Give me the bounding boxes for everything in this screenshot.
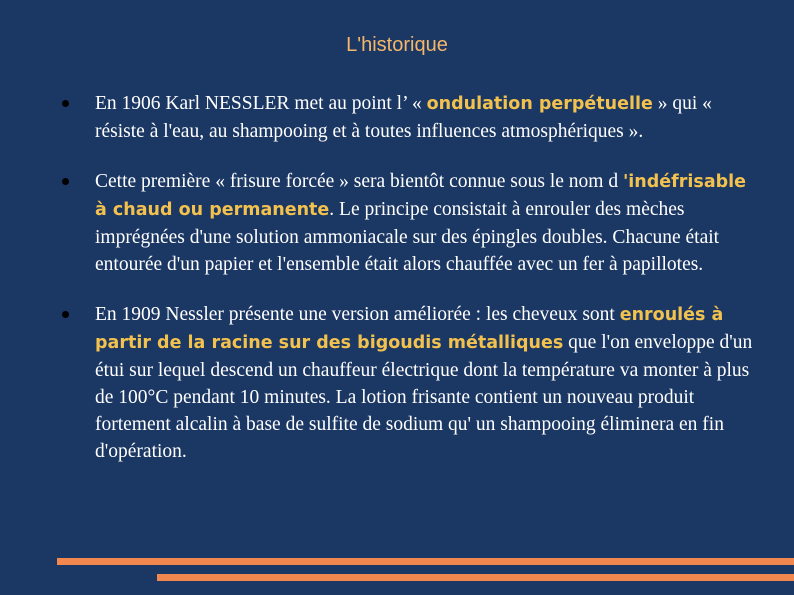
bullet-item-permanente [62,168,762,278]
bullet-dot-icon [62,178,69,185]
bullet-highlight: ondulation perpétuelle [426,94,653,114]
slide-title: L'historique [346,34,448,56]
bullet-dot-icon [62,311,69,318]
bullet-item-1906 [62,90,762,145]
accent-bar-bottom [157,574,794,581]
bullet-highlight: enroulés à partir de la racine sur des bigoudis métalliques [95,305,724,353]
bullet-text: En 1909 Nessler présente une version améliorée : les cheveux sont [95,304,620,325]
accent-bar-top [57,558,794,565]
bullet-text: » qui « résiste à l'eau, au shampooing et à toutes influences atmosphériques ». [95,93,712,142]
bullet-list [62,90,762,465]
bullet-item-1909 [62,301,762,465]
bullet-text: que l'on enveloppe d'un étui sur lequel descend un chauffeur électrique dont la température va monter à plus de 100°C pendant 10 minutes. La lotion frisante contient un nouveau produit fortement alcalin à base de sulfite de sodium qu' un shampooing éliminera en fin d'opération. [95,332,753,462]
bullet-text: En 1906 Karl NESSLER met au point l’ « [95,93,427,114]
bullet-highlight: 'indéfrisable à chaud ou permanente [95,172,747,220]
bullet-text: Cette première « frisure forcée » sera bientôt connue sous le nom d [95,171,623,192]
bullet-dot-icon [62,100,69,107]
bullet-text: . Le principe consistait à enrouler des mèches imprégnées d'une solution ammoniacale sur des épingles doubles. Chacune était entourée d'un papier et l'ensemble était alors chauffée avec un fer à papillotes. [95,199,720,275]
